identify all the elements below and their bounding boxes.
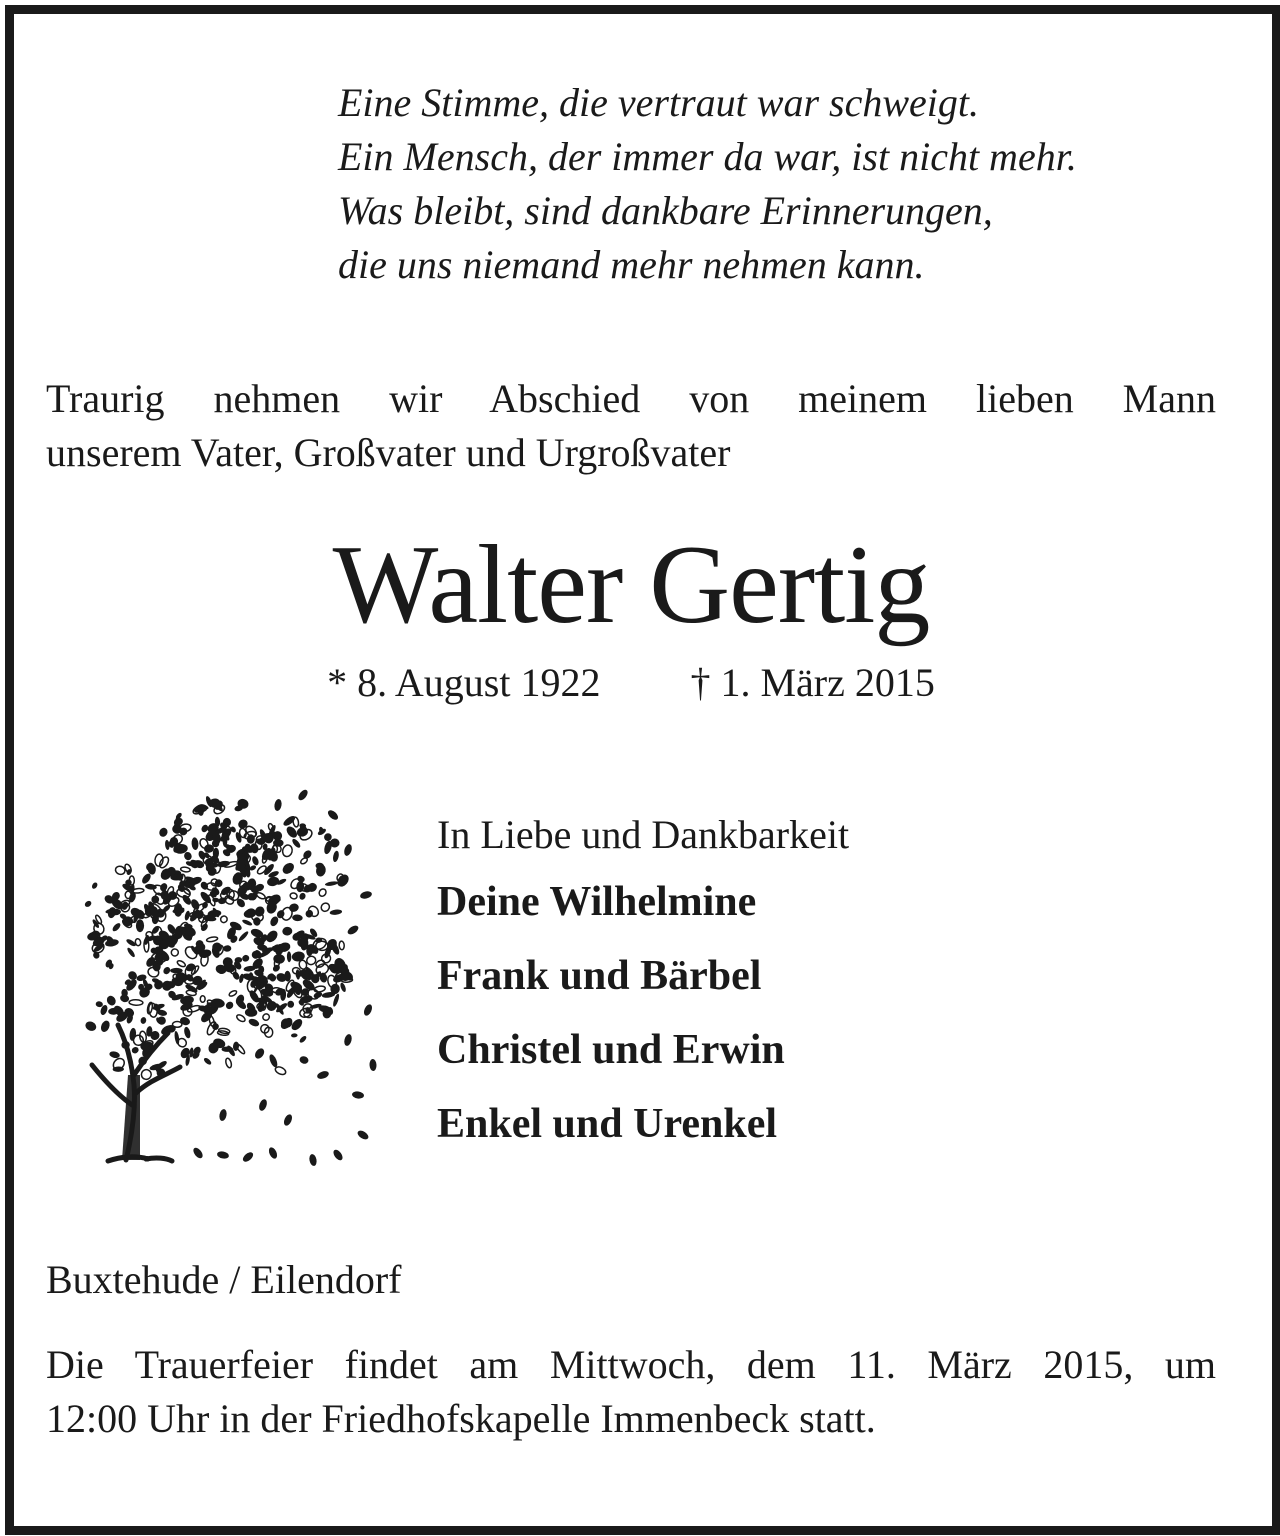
falling-leaf bbox=[332, 1148, 345, 1162]
tree-leaf bbox=[253, 917, 261, 926]
tree-leaf bbox=[300, 857, 309, 865]
falling-leaf bbox=[258, 1098, 269, 1112]
tree-leaf bbox=[315, 941, 328, 951]
tree-leaf bbox=[248, 1017, 261, 1027]
tree-leaf bbox=[318, 888, 327, 898]
falling-leaf bbox=[343, 843, 353, 857]
place-line: Buxtehude / Eilendorf bbox=[46, 1257, 402, 1302]
tree-leaf bbox=[332, 850, 340, 862]
falling-leaf bbox=[297, 788, 310, 802]
tree-leaf bbox=[111, 922, 122, 933]
announcement-line: Traurig nehmen wir Abschied von meinem lieben Mann bbox=[46, 376, 1216, 421]
tree-leaf bbox=[126, 947, 136, 959]
mourners-list bbox=[437, 805, 849, 1161]
tree-leaf bbox=[206, 1021, 218, 1036]
tree-leaf bbox=[245, 1008, 258, 1017]
poem-line: Ein Mensch, der immer da war, ist nicht mehr. bbox=[338, 134, 1077, 179]
mourner-entry: Frank und Bärbel bbox=[437, 953, 762, 999]
tree-leaf bbox=[274, 1065, 287, 1076]
falling-leaf bbox=[216, 1150, 229, 1159]
tree-leaf bbox=[183, 1026, 191, 1039]
tree-leaf bbox=[170, 948, 180, 958]
tree-leaf bbox=[91, 881, 99, 889]
tree-leaf bbox=[228, 990, 237, 998]
tree-leaf bbox=[287, 1001, 294, 1008]
tree-leaf bbox=[236, 1014, 247, 1023]
tree-leaf bbox=[179, 1016, 191, 1027]
tree-leaf bbox=[219, 885, 232, 897]
tree-leaf bbox=[158, 826, 169, 838]
falling-leaf bbox=[218, 1108, 227, 1121]
tree-leaf bbox=[158, 855, 170, 869]
falling-leaf bbox=[316, 1070, 330, 1081]
tree-leaf bbox=[253, 1047, 266, 1061]
memorial-poem bbox=[338, 76, 1077, 292]
falling-leaf bbox=[346, 924, 360, 937]
ceremony-line: Die Trauerfeier findet am Mittwoch, dem 11. März 2015, um bbox=[46, 1342, 1216, 1387]
tree-leaf bbox=[241, 954, 250, 963]
tree-leaf bbox=[145, 883, 157, 890]
tree-leaf bbox=[273, 839, 284, 847]
tree-leaf bbox=[329, 909, 342, 916]
tree-leaf bbox=[219, 915, 228, 924]
life-dates bbox=[0, 656, 1262, 710]
tree-leaf bbox=[339, 941, 345, 950]
tree-leaf bbox=[191, 837, 199, 850]
tree-leaf bbox=[251, 855, 260, 866]
mourners-intro: In Liebe und Dankbarkeit bbox=[437, 812, 850, 857]
tree-leaf bbox=[298, 892, 306, 901]
tree-leaf bbox=[292, 914, 303, 921]
falling-leaf bbox=[356, 1129, 370, 1141]
tree-leaf bbox=[206, 936, 218, 942]
poem-line: die uns niemand mehr nehmen kann. bbox=[338, 242, 925, 287]
poem-line: Eine Stimme, die vertraut war schweigt. bbox=[338, 80, 980, 125]
tree-leaf bbox=[287, 951, 292, 962]
falling-leaf bbox=[282, 1113, 293, 1127]
death-date: † 1. März 2015 bbox=[690, 660, 935, 705]
tree-leaf bbox=[109, 1050, 121, 1059]
mourner-entry: Deine Wilhelmine bbox=[437, 879, 757, 925]
tree-leaf bbox=[105, 994, 117, 1007]
falling-leaf bbox=[343, 1033, 353, 1046]
tree-leaf bbox=[99, 1019, 111, 1033]
tree-leaf bbox=[253, 905, 266, 919]
ceremony-line: 12:00 Uhr in der Friedhofskapelle Immenbeck statt. bbox=[46, 1396, 876, 1441]
funeral-ceremony-info bbox=[46, 1338, 1216, 1446]
deceased-name: Walter Gertig bbox=[332, 523, 930, 647]
falling-leaf bbox=[274, 798, 283, 811]
falling-leaf bbox=[326, 808, 340, 821]
tree-leaf bbox=[174, 1031, 180, 1045]
tree-leaf bbox=[131, 1046, 140, 1055]
falling-leaf bbox=[192, 1146, 205, 1160]
tree-leaf bbox=[339, 982, 347, 993]
tree-leaf bbox=[203, 1057, 213, 1066]
tree-leaf bbox=[268, 1053, 279, 1068]
falling-leaf bbox=[359, 890, 372, 900]
tree-leaf bbox=[282, 926, 293, 936]
falling-leaf bbox=[308, 1153, 317, 1166]
announcement-line: unserem Vater, Großvater und Urgroßvater bbox=[46, 430, 731, 475]
tree-leaf bbox=[129, 1028, 137, 1042]
tree-leaf bbox=[225, 1058, 233, 1069]
tree-leaf bbox=[156, 1015, 168, 1027]
windblown-tree-icon bbox=[48, 775, 378, 1170]
tree-leaf bbox=[299, 1055, 310, 1065]
tree-leaf bbox=[140, 1068, 153, 1081]
birth-date: * 8. August 1922 bbox=[327, 660, 601, 705]
tree-leaf bbox=[136, 919, 144, 932]
tree-leaf bbox=[95, 1001, 103, 1008]
tree-leaf bbox=[280, 861, 296, 876]
tree-leaf bbox=[180, 867, 190, 873]
falling-leaf bbox=[362, 1003, 373, 1017]
tree-leaf bbox=[181, 893, 193, 906]
tree-leaf bbox=[281, 844, 293, 858]
falling-leaf bbox=[352, 1091, 365, 1100]
tree-leaf bbox=[84, 900, 93, 908]
tree-leaf bbox=[320, 901, 332, 913]
tree-leaf bbox=[224, 1000, 234, 1010]
tree-leaf bbox=[289, 892, 297, 899]
tree-leaf bbox=[129, 1000, 143, 1006]
falling-leaf bbox=[241, 1150, 255, 1163]
tree-leaf bbox=[200, 996, 205, 1003]
tree-leaf bbox=[325, 881, 339, 887]
falling-leaf bbox=[267, 1146, 278, 1160]
tree-leaf bbox=[291, 1033, 298, 1037]
tree-leaf bbox=[237, 930, 249, 942]
mourner-entry: Christel und Erwin bbox=[437, 1027, 785, 1073]
farewell-announcement bbox=[46, 372, 1216, 480]
tree-leaf bbox=[140, 1017, 147, 1025]
tree-leaf bbox=[291, 838, 302, 849]
poem-line: Was bleibt, sind dankbare Erinnerungen, bbox=[338, 188, 993, 233]
mourner-entry: Enkel und Urenkel bbox=[437, 1101, 777, 1147]
falling-leaf bbox=[369, 1059, 377, 1071]
tree-leaf bbox=[262, 1013, 271, 1022]
tree-leaf bbox=[223, 945, 232, 952]
tree-leaf bbox=[129, 915, 138, 924]
tree-leaf bbox=[84, 1020, 98, 1033]
tree-leaf bbox=[241, 919, 252, 927]
tree-leaf bbox=[200, 824, 209, 834]
tree-leaf bbox=[176, 960, 186, 968]
tree-leaf bbox=[298, 1035, 307, 1044]
